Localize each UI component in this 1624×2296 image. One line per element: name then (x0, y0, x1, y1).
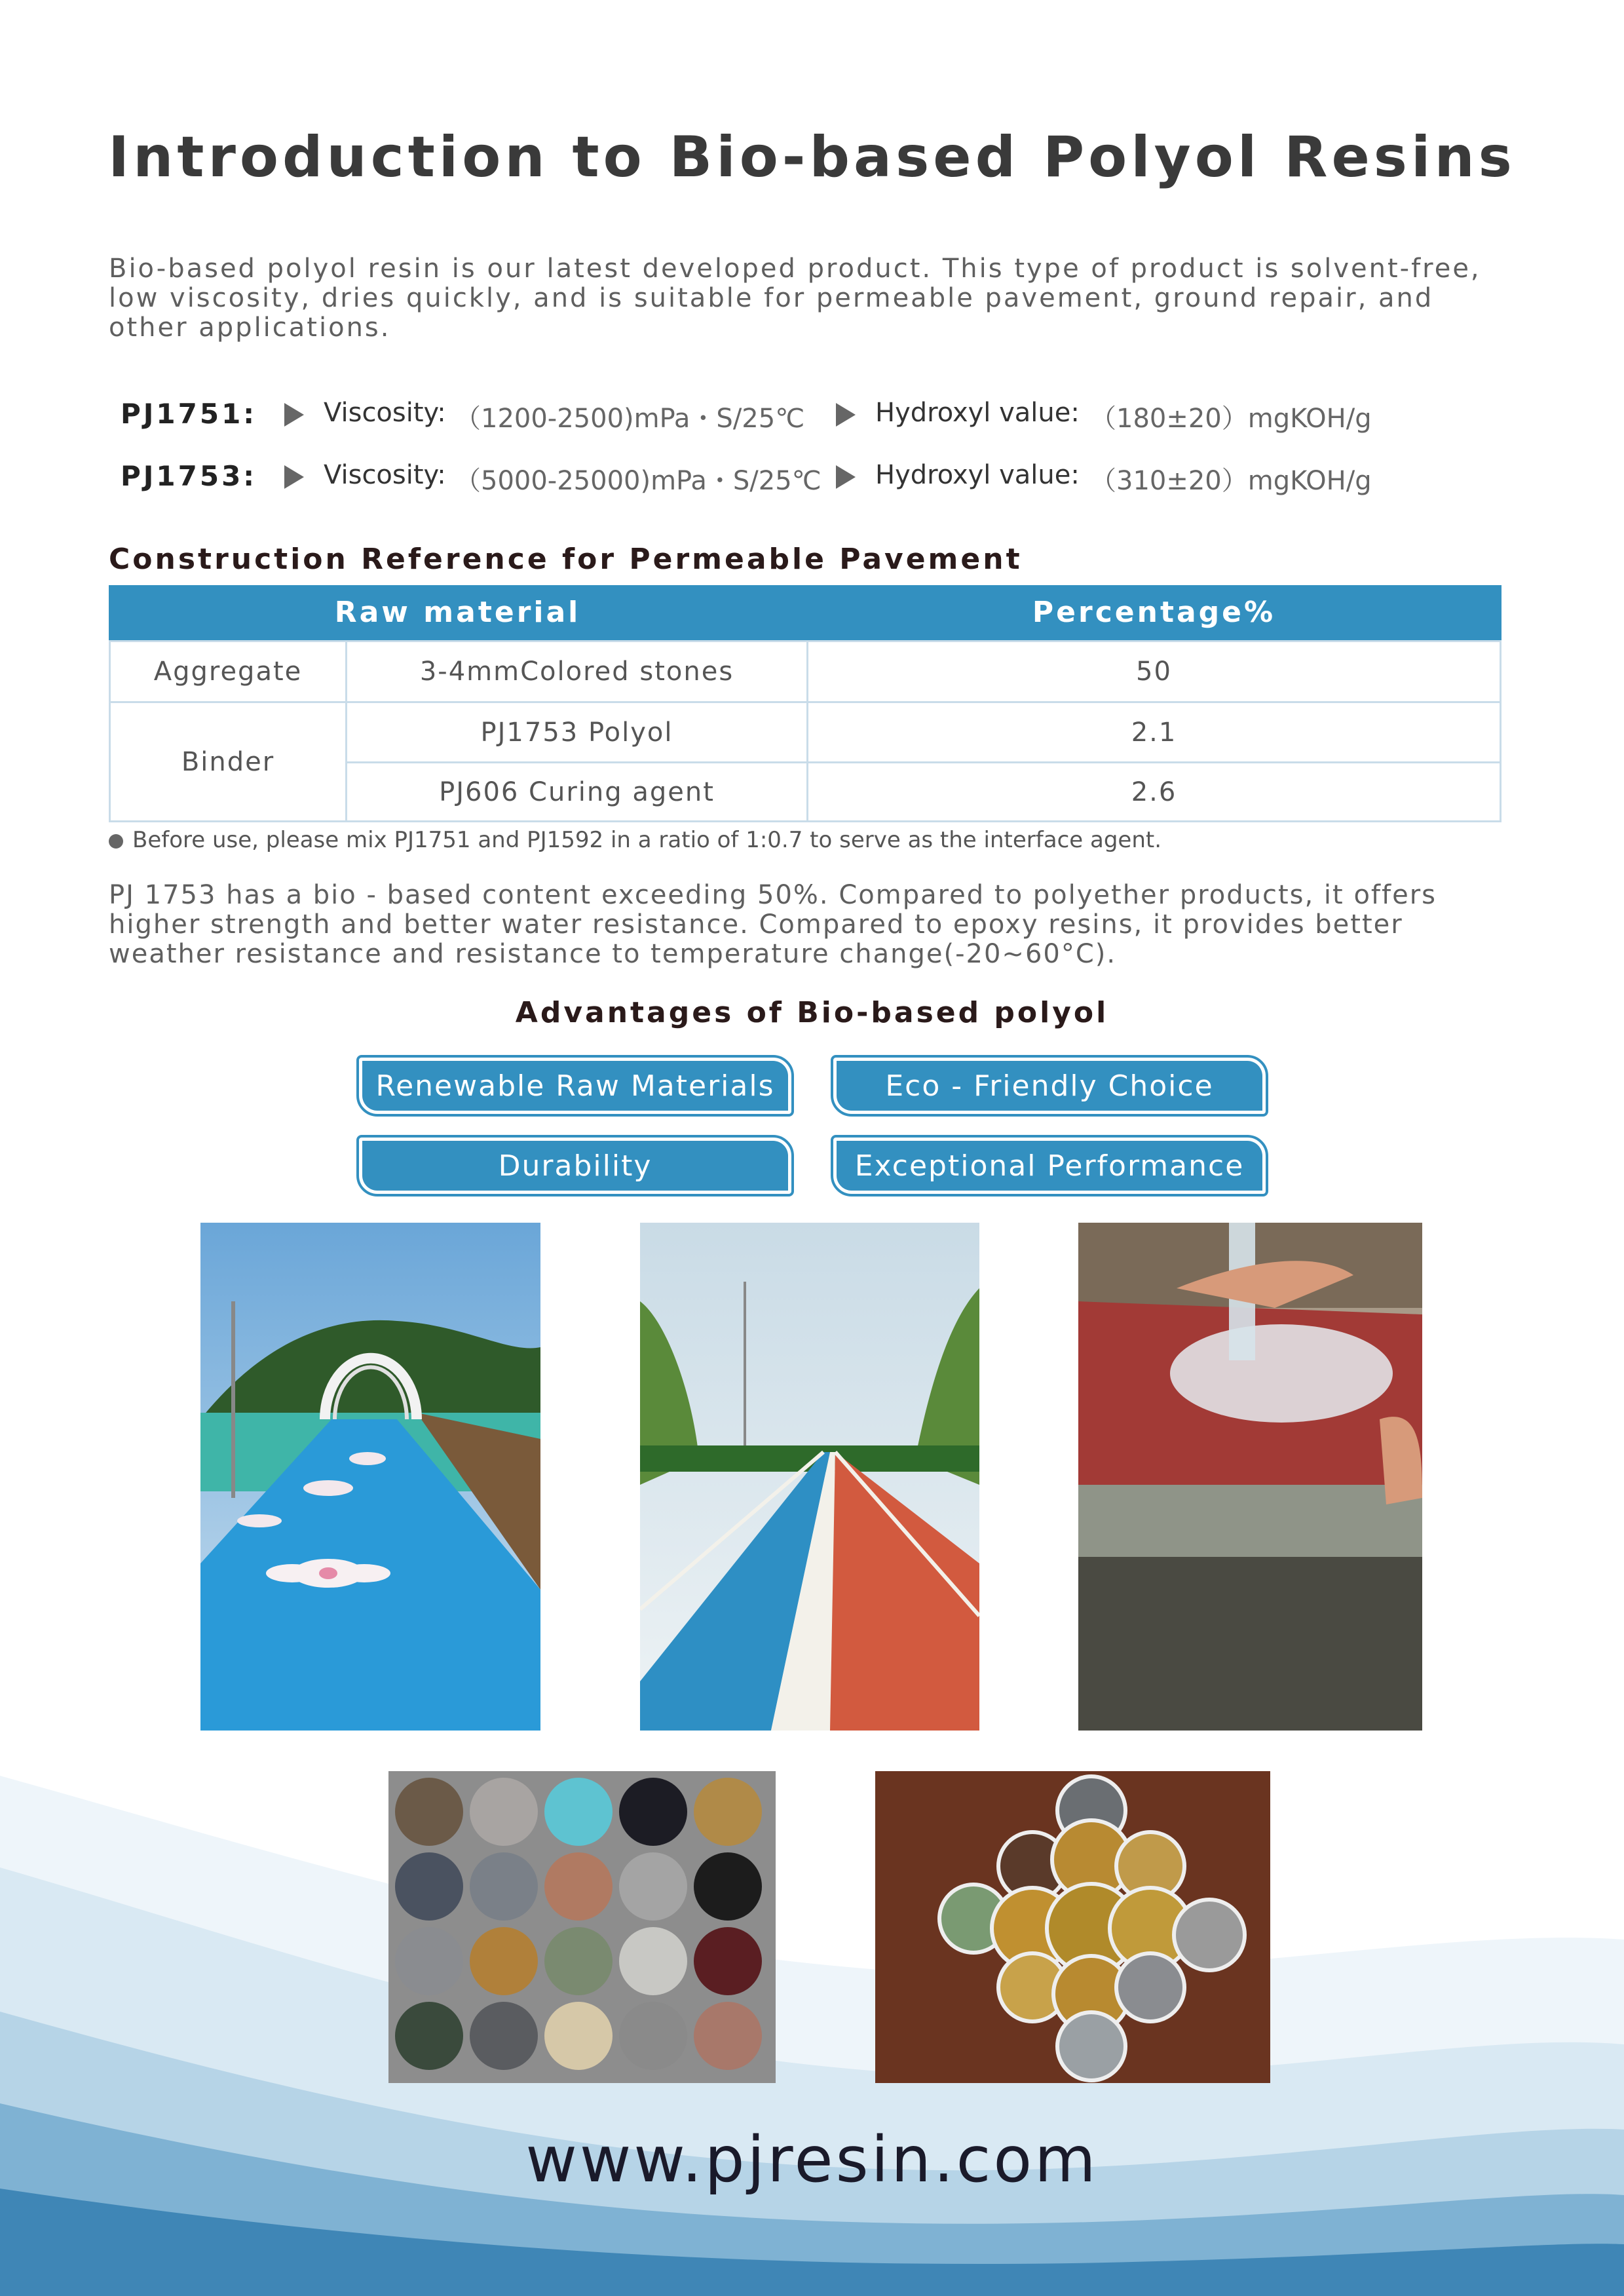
viscosity-value: （1200-2500)mPa・S/25℃ (455, 404, 805, 434)
play-arrow-icon (836, 465, 856, 489)
material-cell: 3-4mmColored stones (345, 640, 808, 703)
play-arrow-icon (284, 403, 304, 427)
group-cell-aggregate: Aggregate (109, 640, 347, 703)
intro-text: Bio-based polyol resin is our latest developed product. This type of product is solvent-free, low viscosity, dries quickly, and is suitable for permeable pavement, ground repair, and other applications. (109, 254, 1481, 343)
hydroxyl-value: （180±20）mgKOH/g (1090, 404, 1372, 434)
hydroxyl-label: Hydroxyl value: (875, 398, 1080, 428)
permeability-test-photo (1078, 1223, 1422, 1731)
spec-row-pj1751 (121, 398, 1529, 437)
material-cell: PJ1753 Polyol (345, 701, 808, 763)
header-percentage: Percentage% (1032, 596, 1276, 629)
blue-pathway-photo (200, 1223, 540, 1731)
advantages-title: Advantages of Bio-based polyol (515, 996, 1109, 1029)
play-arrow-icon (284, 465, 304, 489)
page-title: Introduction to Bio-based Polyol Resins (108, 124, 1516, 190)
usage-note (109, 827, 1161, 853)
bullet-icon (109, 834, 123, 849)
product-code: PJ1751: (121, 398, 257, 430)
hydroxyl-label: Hydroxyl value: (875, 460, 1080, 490)
usage-note-text: Before use, please mix PJ1751 and PJ1592 in a ratio of 1:0.7 to serve as the interface agent. (132, 827, 1162, 853)
percentage-cell: 50 (806, 640, 1501, 703)
advantage-badge-eco-friendly: Eco - Friendly Choice (833, 1058, 1266, 1114)
viscosity-label: Viscosity: (324, 460, 446, 490)
table-body (109, 640, 1501, 822)
viscosity-label: Viscosity: (324, 398, 446, 428)
table-header (109, 585, 1501, 640)
spec-row-pj1753 (121, 460, 1529, 499)
construction-table (109, 585, 1501, 822)
percentage-cell: 2.6 (806, 761, 1501, 822)
construction-heading: Construction Reference for Permeable Pavement (109, 543, 1023, 576)
hydroxyl-value: （310±20）mgKOH/g (1090, 466, 1372, 496)
play-arrow-icon (836, 403, 856, 427)
material-cell: PJ606 Curing agent (345, 761, 808, 822)
percentage-cell: 2.1 (806, 701, 1501, 763)
advantage-badge-performance: Exceptional Performance (833, 1138, 1266, 1194)
website-url[interactable]: www.pjresin.com (525, 2123, 1099, 2196)
running-track-photo (640, 1223, 979, 1731)
stone-samples-flower-photo (875, 1771, 1270, 2083)
header-raw-material: Raw material (334, 596, 581, 629)
advantage-badge-renewable: Renewable Raw Materials (359, 1058, 791, 1114)
product-code: PJ1753: (121, 460, 257, 492)
background-waves (0, 1736, 1624, 2296)
advantage-badge-durability: Durability (359, 1138, 791, 1194)
viscosity-value: （5000-25000)mPa・S/25℃ (455, 466, 821, 496)
group-cell-binder: Binder (109, 701, 347, 822)
description-paragraph: PJ 1753 has a bio - based content exceeding 50%. Compared to polyether products, it offers higher strength and better water resistance. Compared to epoxy resins, it provides better weather resistance and resistance to temperature change(-20~60°C). (109, 880, 1437, 969)
colored-stones-grid-photo (388, 1771, 776, 2083)
